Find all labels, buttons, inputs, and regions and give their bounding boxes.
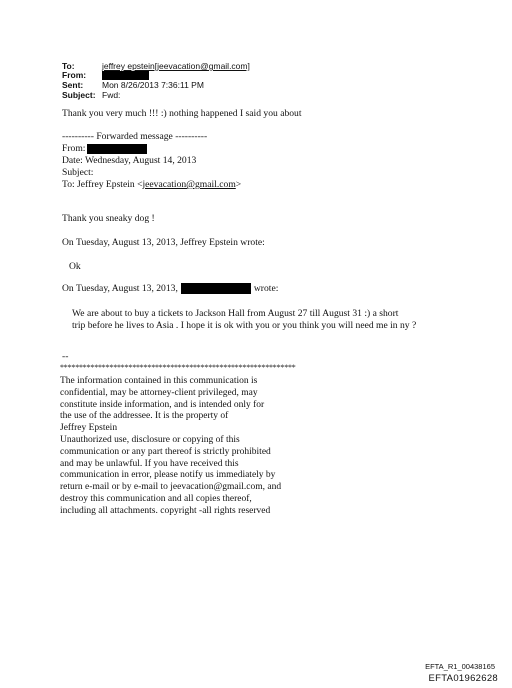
legal-line: communication or any part thereof is strictly prohibited	[60, 446, 271, 457]
body-line1: Thank you very much !!! :) nothing happened I said you about	[62, 108, 302, 119]
subject-label: Subject:	[62, 90, 96, 100]
sent-value: Mon 8/26/2013 7:36:11 PM	[102, 80, 204, 90]
signature-dashes: --	[62, 351, 69, 362]
ok-line: Ok	[69, 261, 81, 272]
legal-line: and may be unlawful. If you have received this	[60, 458, 239, 469]
fwd-to-suffix: >	[235, 179, 242, 190]
header-from	[62, 70, 149, 80]
legal-line: constitute inside information, and is intended only for	[60, 399, 265, 410]
from-label: From:	[62, 70, 87, 80]
fwd-to	[62, 179, 241, 191]
thanks-line: Thank you sneaky dog !	[62, 213, 155, 224]
legal-line: communication in error, please notify us immediately by	[60, 470, 276, 481]
fwd-to-prefix: To: Jeffrey Epstein <	[62, 179, 143, 190]
fwd-to-email-link[interactable]: jeevacation@gmail.com	[142, 179, 236, 190]
message-line-2: trip before he lives to Asia . I hope it is ok with you or you think you will need me in ny ?	[72, 320, 417, 331]
fwd-from-label: From:	[62, 143, 86, 154]
to-value[interactable]: jeffrey epstein[jeevacation@gmail.com]	[102, 61, 250, 71]
fwd-subject: Subject:	[62, 167, 94, 178]
to-label: To:	[62, 61, 75, 71]
on-tuesday-line-1: On Tuesday, August 13, 2013, Jeffrey Epstein wrote:	[62, 237, 265, 248]
redaction-bar	[181, 283, 251, 294]
redaction-bar	[87, 144, 147, 154]
legal-line: the use of the addressee. It is the property of	[60, 411, 229, 422]
legal-line: Jeffrey Epstein	[60, 423, 118, 434]
legal-line: Unauthorized use, disclosure or copying of this	[60, 434, 240, 445]
fwd-from	[62, 143, 147, 155]
subject-value: Fwd:	[102, 90, 121, 100]
header-sent	[62, 80, 204, 90]
legal-line: confidential, may be attorney-client privileged, may	[60, 387, 258, 398]
bates-number-large: EFTA01962628	[428, 673, 498, 684]
forwarded-marker: ---------- Forwarded message ----------	[62, 131, 208, 142]
on-tuesday-2-prefix: On Tuesday, August 13, 2013,	[62, 283, 178, 294]
header-subject	[62, 90, 120, 100]
signature-stars: **************************************************************	[60, 363, 296, 372]
bates-number-small: EFTA_R1_00438165	[425, 662, 495, 671]
sent-label: Sent:	[62, 80, 84, 90]
legal-line: return e-mail or by e-mail to jeevacation@gmail.com, and	[60, 482, 282, 493]
redaction-bar	[102, 71, 149, 80]
legal-line: including all attachments. copyright -all rights reserved	[60, 505, 271, 516]
legal-line: destroy this communication and all copies thereof,	[60, 493, 252, 504]
on-tuesday-2-suffix: wrote:	[253, 283, 279, 294]
legal-disclaimer	[60, 376, 320, 518]
legal-line: The information contained in this communication is	[60, 376, 258, 386]
fwd-date: Date: Wednesday, August 14, 2013	[62, 155, 197, 166]
message-line-1: We are about to buy a tickets to Jackson Hall from August 27 till August 31 :) a short	[72, 308, 399, 319]
on-tuesday-line-2	[62, 283, 278, 295]
